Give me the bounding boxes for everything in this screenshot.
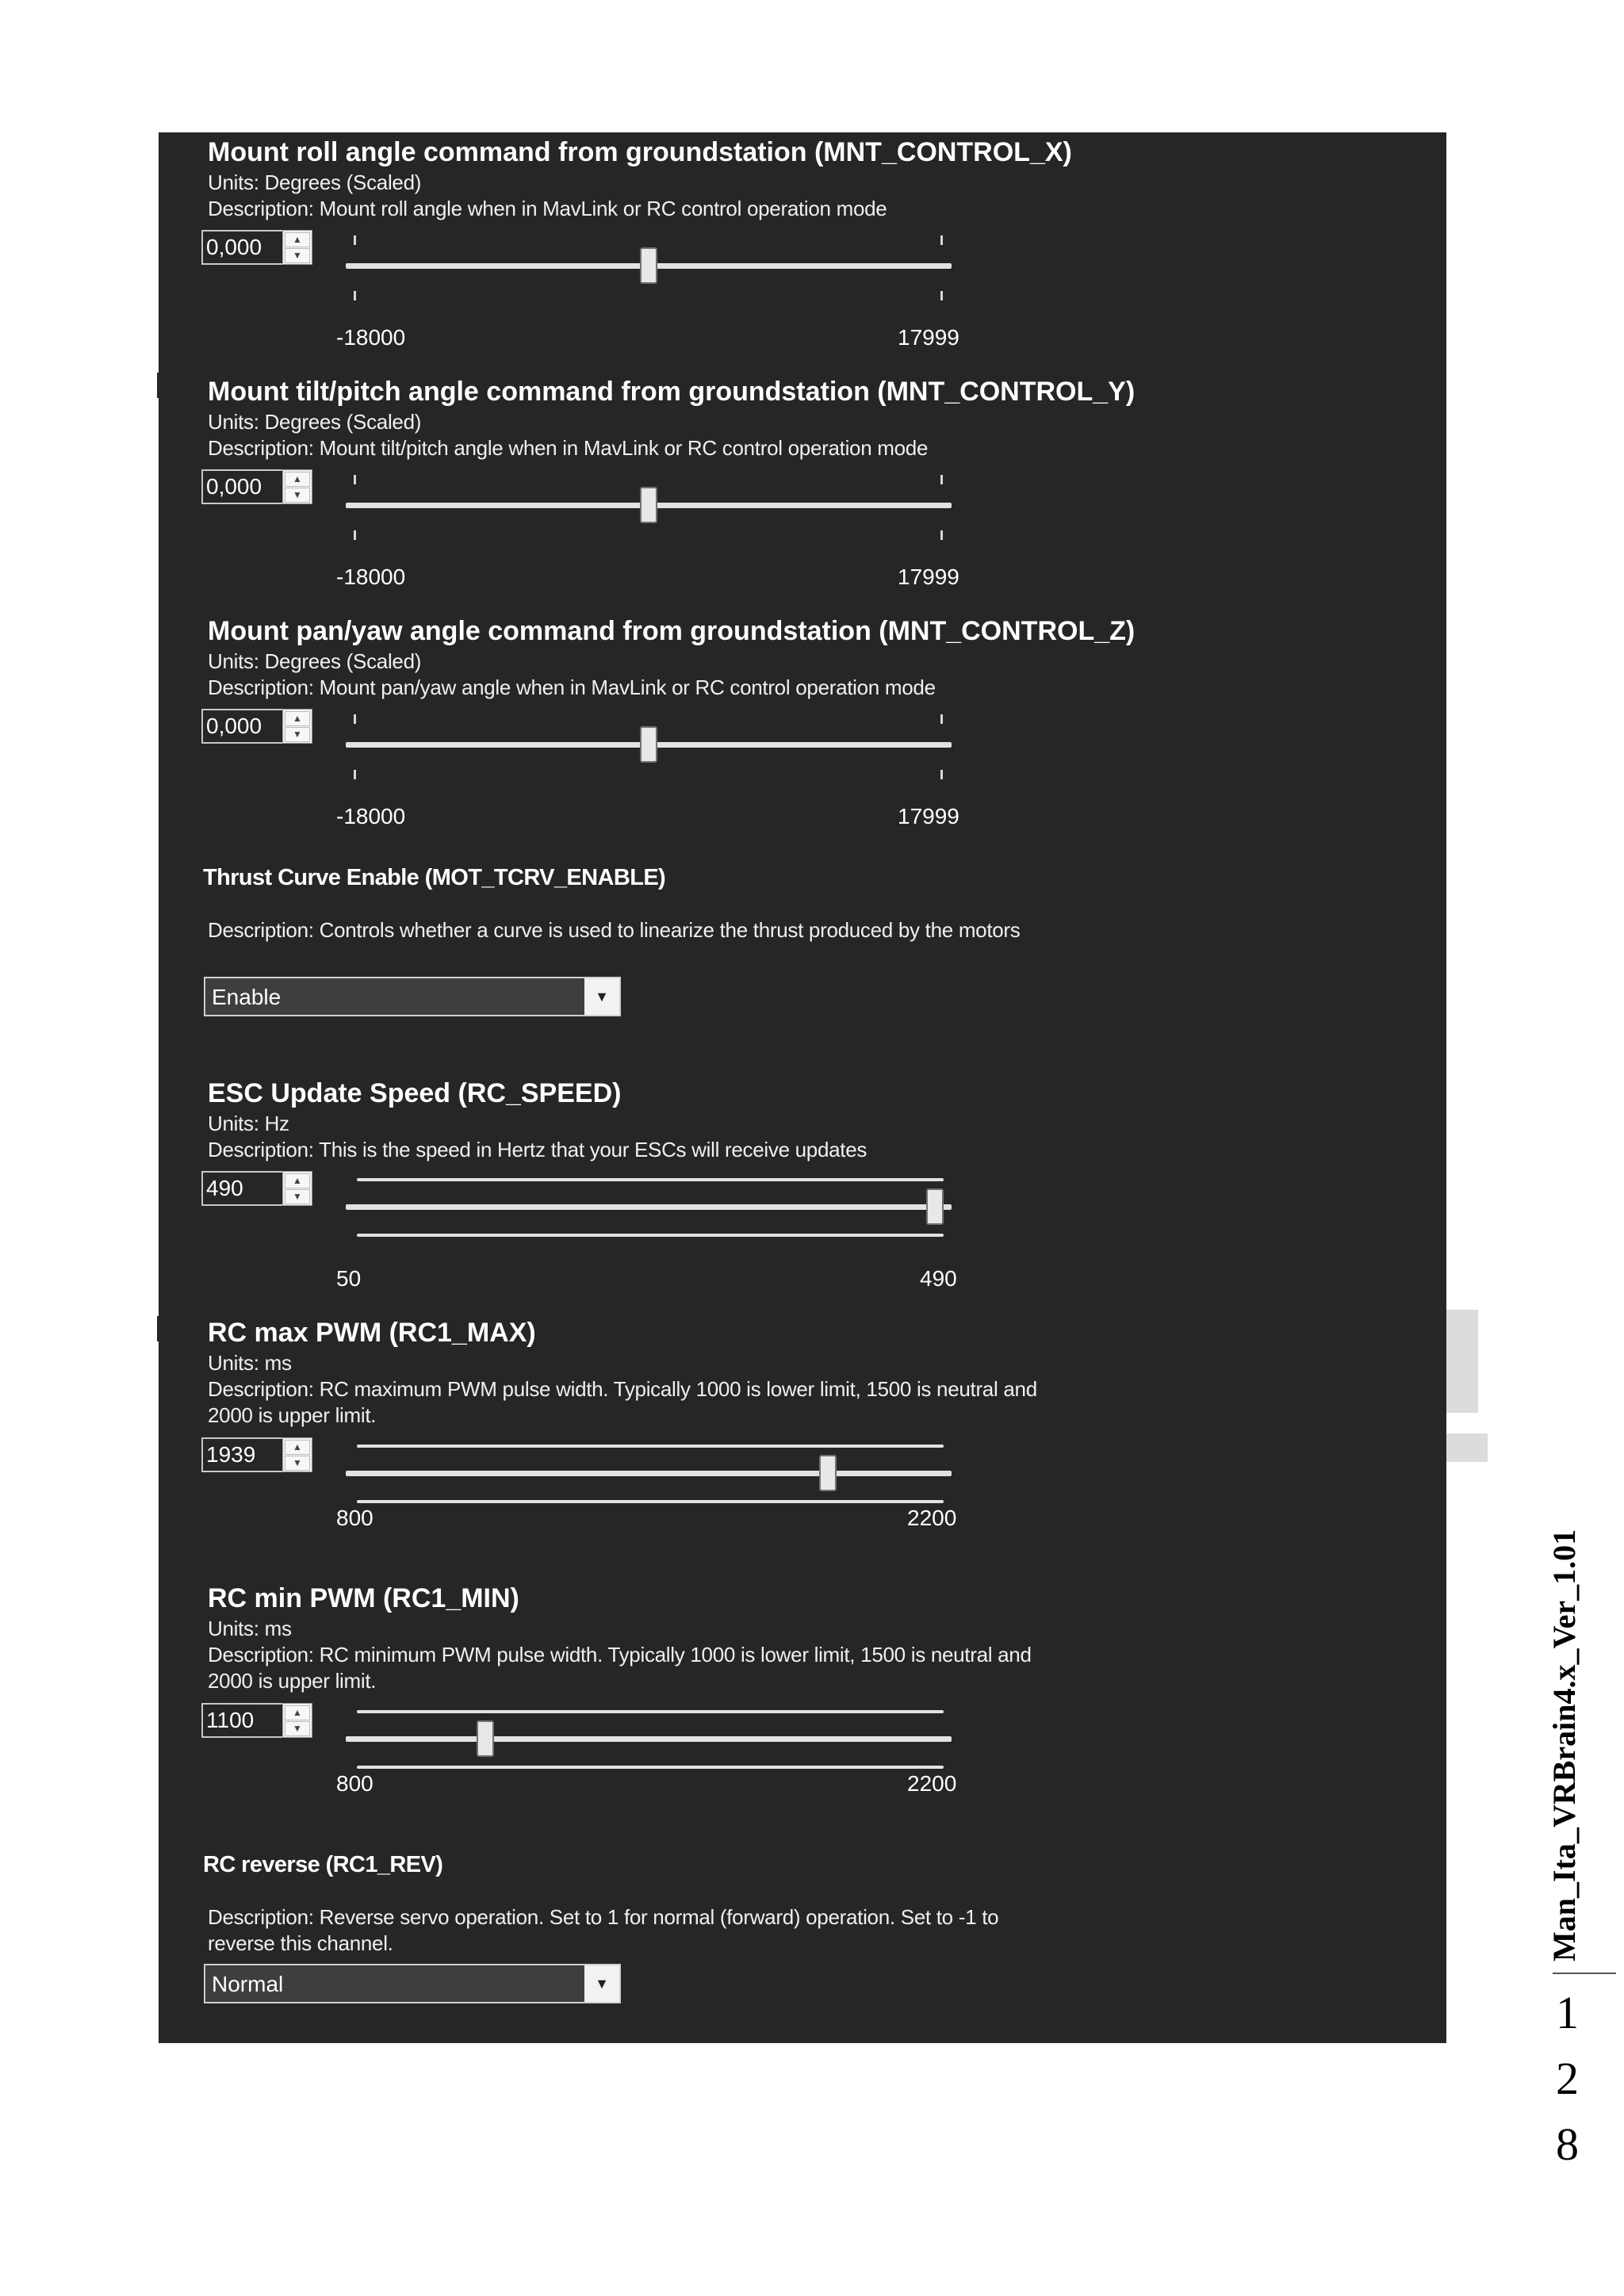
value-input[interactable]: 0,000 (201, 469, 285, 504)
select-value: Enable (212, 985, 282, 1009)
param-units: Units: Degrees (Scaled) (208, 649, 422, 673)
slider-tick-bar (357, 1445, 944, 1448)
param-units: Units: ms (208, 1351, 292, 1375)
value-slider[interactable] (346, 714, 952, 786)
value-spinner[interactable] (201, 469, 314, 504)
spin-up-icon[interactable]: ▲ (285, 1705, 310, 1720)
param-description: Description: Mount tilt/pitch angle when in MavLink or RC control operation mode (208, 436, 929, 460)
spin-up-icon[interactable]: ▲ (285, 1173, 310, 1188)
param-description: Description: RC minimum PWM pulse width. Typically 1000 is lower limit, 1500 is neutral and 2000 is upper limit. (208, 1643, 1032, 1693)
slider-max-label: 17999 (898, 804, 959, 828)
param-title: RC reverse (RC1_REV) (203, 1852, 443, 1877)
document-side-label: Man_Ita_VRBrain4.x_Ver_1.01 (1546, 1529, 1582, 1961)
param-units: Units: ms (208, 1617, 292, 1640)
spin-up-icon[interactable]: ▲ (285, 711, 310, 726)
spinner-buttons (282, 1437, 312, 1472)
slider-thumb[interactable] (640, 726, 657, 763)
value-slider[interactable] (346, 1709, 952, 1780)
page-number-digit: 2 (1556, 2053, 1579, 2104)
slider-min-label: 800 (336, 1771, 373, 1796)
enable-select[interactable] (204, 977, 621, 1016)
param-units: Units: Degrees (Scaled) (208, 410, 422, 434)
slider-max-label: 17999 (898, 564, 959, 589)
param-title: Mount roll angle command from groundstation (MNT_CONTROL_X) (208, 137, 1072, 167)
param-title: RC max PWM (RC1_MAX) (208, 1318, 536, 1348)
slider-tick-bar (357, 1500, 944, 1503)
param-title: Mount tilt/pitch angle command from groundstation (MNT_CONTROL_Y) (208, 377, 1136, 407)
value-input[interactable]: 1939 (201, 1437, 285, 1472)
value-slider[interactable] (346, 475, 952, 546)
value-slider[interactable] (346, 235, 952, 307)
slider-track (346, 1204, 952, 1210)
slider-thumb[interactable] (819, 1455, 837, 1491)
slider-max-label: 2200 (907, 1771, 957, 1796)
value-spinner[interactable] (201, 1703, 314, 1738)
spin-down-icon[interactable]: ▼ (285, 488, 310, 503)
slider-tick-bar (357, 1766, 944, 1769)
slider-max-label: 490 (920, 1266, 957, 1291)
spin-down-icon[interactable]: ▼ (285, 1456, 310, 1471)
param-title: ESC Update Speed (RC_SPEED) (208, 1078, 622, 1108)
spin-down-icon[interactable]: ▼ (285, 1189, 310, 1204)
slider-track (346, 1471, 952, 1476)
select-value: Normal (212, 1972, 284, 1996)
slider-tick (940, 770, 943, 779)
slider-tick (354, 235, 356, 245)
slider-min-label: 50 (336, 1266, 362, 1291)
value-slider[interactable] (346, 1443, 952, 1514)
spinner-buttons (282, 1703, 312, 1738)
spinner-buttons (282, 469, 312, 504)
spin-up-icon[interactable]: ▲ (285, 472, 310, 487)
slider-tick (354, 714, 356, 724)
spin-up-icon[interactable]: ▲ (285, 232, 310, 247)
value-spinner[interactable] (201, 230, 314, 265)
slider-tick (354, 530, 356, 540)
slider-max-label: 2200 (907, 1506, 957, 1530)
slider-tick (354, 291, 356, 300)
value-input[interactable]: 0,000 (201, 230, 285, 265)
page-number-digit: 1 (1556, 1987, 1579, 2038)
spinner-buttons (282, 230, 312, 265)
value-input[interactable]: 490 (201, 1171, 285, 1206)
slider-thumb[interactable] (477, 1720, 494, 1757)
spin-down-icon[interactable]: ▼ (285, 727, 310, 742)
param-description: Description: Mount roll angle when in MavLink or RC control operation mode (208, 197, 887, 220)
param-description: Description: RC maximum PWM pulse width. Typically 1000 is lower limit, 1500 is neutral and 2000 is upper limit. (208, 1377, 1037, 1427)
page-number-rule (1553, 1973, 1616, 1974)
reverse-select[interactable] (204, 1964, 621, 2003)
slider-min-label: -18000 (336, 325, 406, 350)
value-spinner[interactable] (201, 1171, 314, 1206)
value-input[interactable]: 1100 (201, 1703, 285, 1738)
slider-thumb[interactable] (640, 487, 657, 523)
spin-up-icon[interactable]: ▲ (285, 1440, 310, 1455)
param-description: Description: This is the speed in Hertz that your ESCs will receive updates (208, 1138, 868, 1161)
slider-tick (940, 235, 943, 245)
value-spinner[interactable] (201, 709, 314, 744)
slider-track (346, 1736, 952, 1742)
slider-tick-bar (357, 1178, 944, 1181)
spin-down-icon[interactable]: ▼ (285, 248, 310, 263)
param-units: Units: Degrees (Scaled) (208, 170, 422, 194)
param-description: Description: Mount pan/yaw angle when in MavLink or RC control operation mode (208, 675, 936, 699)
slider-tick-bar (357, 1234, 944, 1237)
value-input[interactable]: 0,000 (201, 709, 285, 744)
slider-min-label: -18000 (336, 804, 406, 828)
slider-thumb[interactable] (926, 1188, 944, 1225)
slider-tick (354, 475, 356, 484)
value-spinner[interactable] (201, 1437, 314, 1472)
slider-thumb[interactable] (640, 247, 657, 284)
chevron-down-icon[interactable]: ▼ (584, 978, 619, 1015)
slider-tick (354, 770, 356, 779)
slider-tick (940, 714, 943, 724)
page-number-digit: 8 (1556, 2118, 1579, 2170)
param-title: Thrust Curve Enable (MOT_TCRV_ENABLE) (203, 865, 666, 890)
param-description: Description: Reverse servo operation. Set to 1 for normal (forward) operation. Set to -1 to reverse this channel. (208, 1905, 999, 1955)
param-units: Units: Hz (208, 1112, 289, 1135)
spinner-buttons (282, 1171, 312, 1206)
param-title: RC min PWM (RC1_MIN) (208, 1583, 519, 1613)
chevron-down-icon[interactable]: ▼ (584, 1965, 619, 2002)
slider-tick (940, 291, 943, 300)
param-description: Description: Controls whether a curve is used to linearize the thrust produced by the motors (208, 918, 1021, 942)
param-title: Mount pan/yaw angle command from groundstation (MNT_CONTROL_Z) (208, 616, 1136, 646)
slider-tick (940, 530, 943, 540)
spin-down-icon[interactable]: ▼ (285, 1721, 310, 1736)
slider-max-label: 17999 (898, 325, 959, 350)
slider-min-label: -18000 (336, 564, 406, 589)
slider-tick (940, 475, 943, 484)
parameter-panel (159, 132, 1446, 2043)
spinner-buttons (282, 709, 312, 744)
slider-min-label: 800 (336, 1506, 373, 1530)
slider-tick-bar (357, 1710, 944, 1713)
value-slider[interactable] (346, 1177, 952, 1248)
